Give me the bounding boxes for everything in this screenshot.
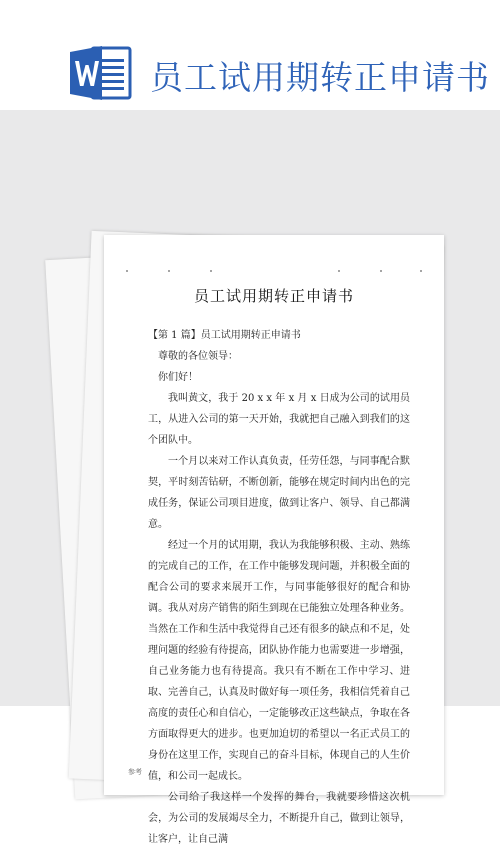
preview-header xyxy=(0,0,500,110)
page-dots xyxy=(126,270,422,273)
header-title: 员工试用期转正申请书 xyxy=(150,58,490,97)
paragraph: 一个月以来对工作认真负责，任劳任怨，与同事配合默契，平时刻苦钻研，不断创新，能够在规定时间内出色的完成任务，保证公司项目进度，做到让客户、领导、自己都满意。 xyxy=(148,456,410,530)
document-body xyxy=(148,325,410,850)
paragraph: 公司给了我这样一个发挥的舞台，我就要珍惜这次机会，为公司的发展竭尽全力，不断提升自己，做到让领导，让客户，让自己满 xyxy=(148,792,410,845)
greeting: 你们好！ xyxy=(158,372,198,383)
salutation: 尊敬的各位领导： xyxy=(158,351,238,362)
document-page xyxy=(104,235,444,845)
footer-note: 参考 xyxy=(128,768,142,776)
paragraph: 我叫黄文，我于 20 x x 年 x 月 x 日成为公司的试用员工，从进入公司的第一天开始，我就把自己融入到我们的这个团队中。 xyxy=(148,393,410,446)
document-title: 员工试用期转正申请书 xyxy=(193,287,354,305)
word-document-icon xyxy=(70,44,132,102)
paragraph: 经过一个月的试用期，我认为我能够积极、主动、熟练的完成自己的工作，在工作中能够发现问题，并积极全面的配合公司的要求来展开工作，与同事能够很好的配合和协调。我从对房产销售的陌生到现在已能独立处理各种业务。当然在工作和生活中我觉得自己还有很多的缺点和不足，处理问题的经验有待提高，团队协作能力也需要进一步增强，自己业务能力也有待提高。我只有不断在工作中学习、进取、完善自己，认真及时做好每一项任务，我相信凭着自己高度的责任心和自信心，一定能够改正这些缺点，争取在各方面取得更大的进步。也更加迫切的希望以一名正式员工的身份在这里工作，实现自己的奋斗目标，体现自己的人生价值，和公司一起成长。 xyxy=(148,540,410,782)
heading-line: 【第 1 篇】员工试用期转正申请书 xyxy=(148,330,301,341)
document-preview-area xyxy=(0,110,500,845)
